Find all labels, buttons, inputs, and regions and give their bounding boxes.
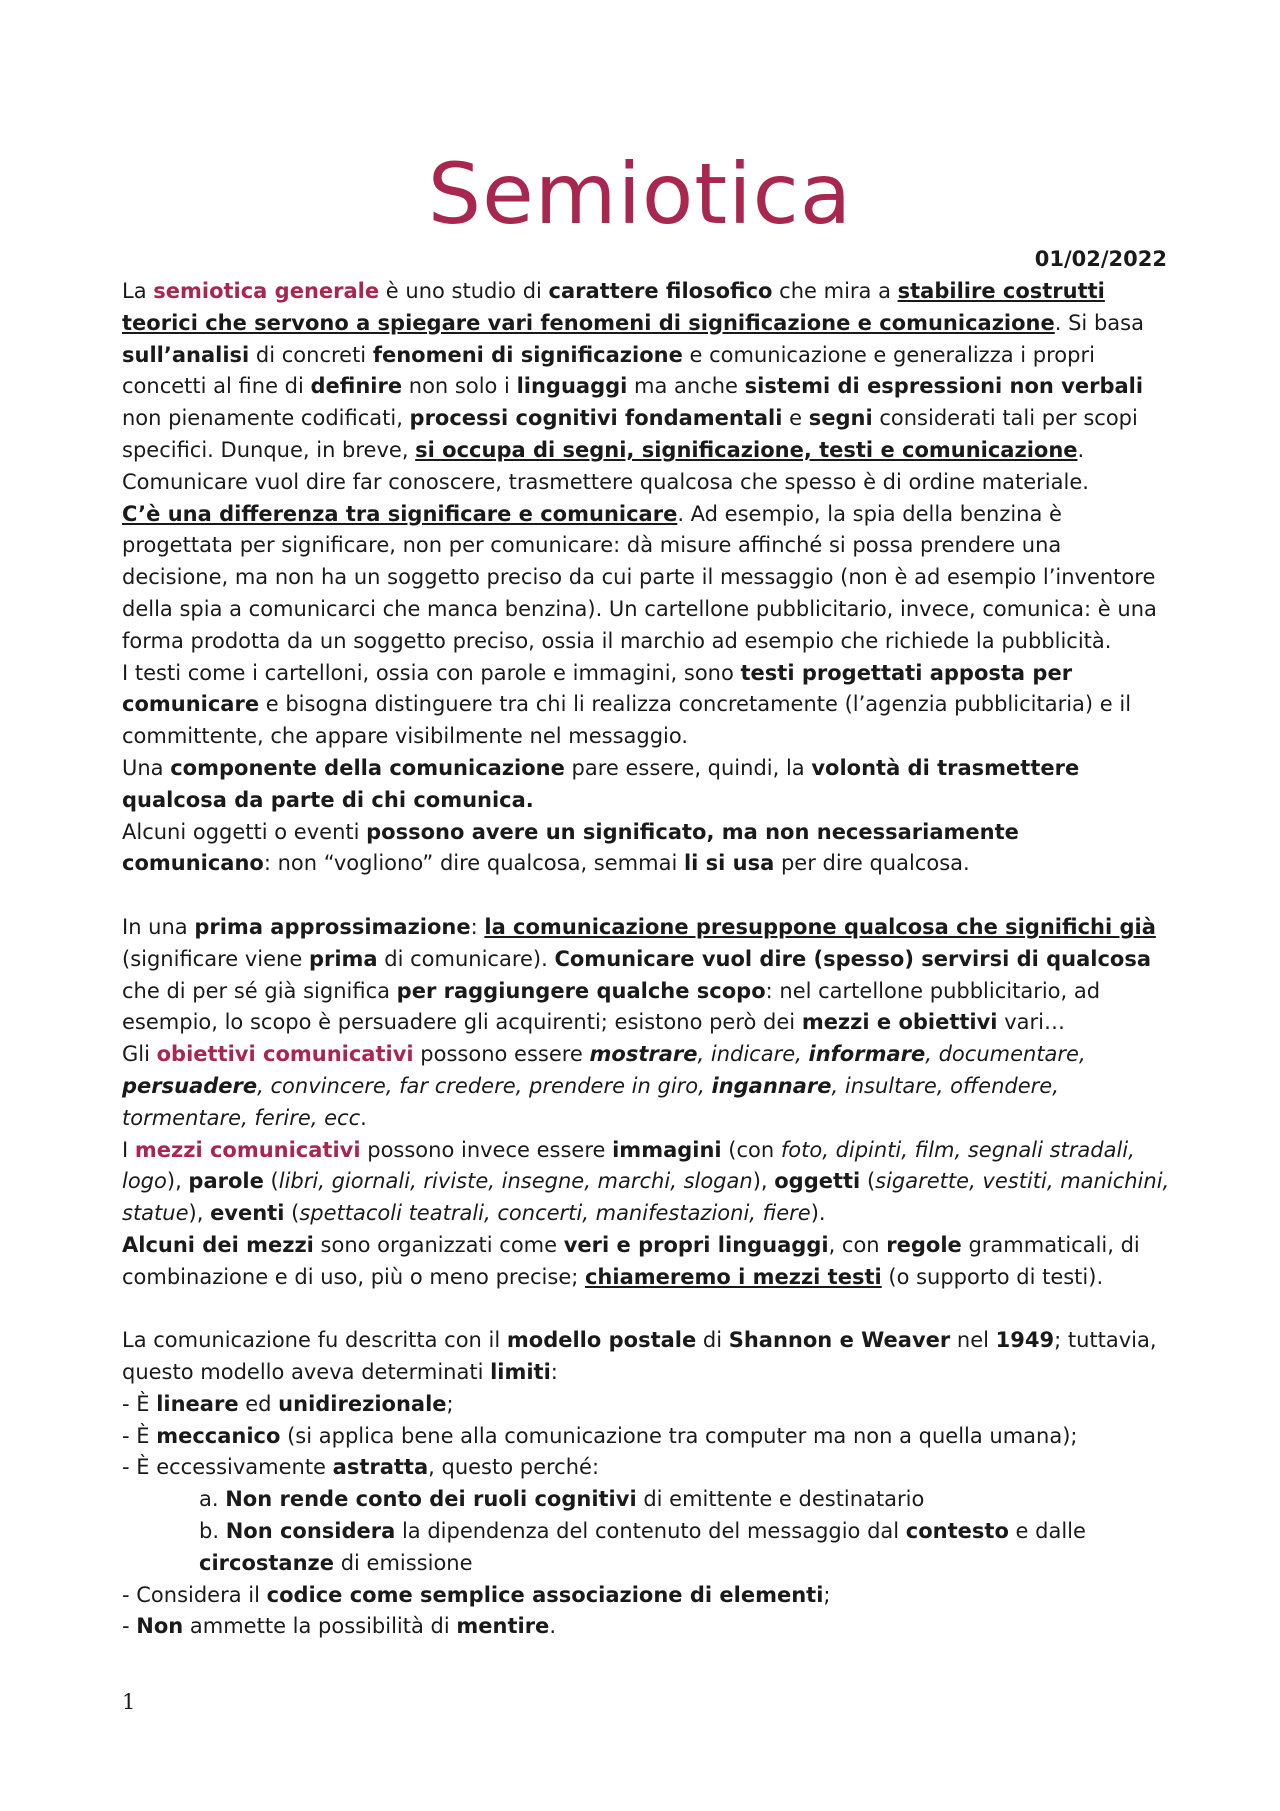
- bold-text: Alcuni dei mezzi: [122, 1232, 314, 1257]
- italic-text: ferire: [254, 1105, 311, 1130]
- bold-text: testi progettati apposta per comunicare: [122, 660, 1073, 717]
- bold-text: codice come semplice associazione di elementi: [266, 1582, 824, 1607]
- bold-text: astratta: [332, 1455, 429, 1480]
- text-span: (: [263, 1169, 279, 1194]
- text-span: (significare viene: [122, 946, 309, 971]
- text-span: ;: [823, 1582, 831, 1607]
- text-span: non pienamente codificati,: [122, 406, 410, 431]
- text-span: La comunicazione fu descritta con il: [122, 1328, 507, 1353]
- paragraph-testi: [122, 658, 1172, 753]
- text-span: e comunicazione e generalizza i propri concetti al fine di: [122, 342, 1095, 399]
- italic-text: ,: [310, 1105, 325, 1130]
- italic-text: spettacoli teatrali: [299, 1201, 485, 1226]
- sub-list-item: [122, 1516, 1172, 1580]
- text-span: ;: [446, 1391, 454, 1416]
- bold-text: sull’analisi: [122, 342, 250, 367]
- bold-text: contesto: [905, 1519, 1009, 1544]
- italic-text: logo: [122, 1169, 167, 1194]
- italic-text: foto: [780, 1137, 823, 1162]
- italic-text: sigarette: [875, 1169, 970, 1194]
- sub-list-item: [122, 1484, 1172, 1516]
- text-span: possono invece essere: [360, 1137, 613, 1162]
- text-span: , questo perché:: [428, 1455, 600, 1480]
- text-span: :: [550, 1360, 558, 1385]
- bold-italic-text: informare: [808, 1042, 926, 1067]
- list-item: [122, 1421, 1172, 1453]
- italic-text: ,: [795, 1042, 809, 1067]
- paragraph-mezzi: [122, 1135, 1172, 1230]
- text-span: - È: [122, 1423, 157, 1448]
- bold-text: circostanze: [199, 1550, 335, 1575]
- text-span: . Ad esempio, la spia della benzina è progettata per significare, non per comunicare: dà misure affinché si possa prendere una decisione, ma non ha un soggetto preciso da cui parte il messaggio (non è ad esempio l’inventore della spia a comunicarci che manca benzina). Un cartellone pubblicitario, invece, comunica: è una forma prodotta da un soggetto preciso, ossia il marchio ad esempio che richiede la pubblicità.: [122, 501, 1157, 653]
- bold-text: fenomeni di significazione: [372, 342, 683, 367]
- text-span: I testi come i cartelloni, ossia con parole e immagini, sono: [122, 660, 741, 685]
- italic-text: ,: [1128, 1137, 1135, 1162]
- italic-text: ,: [1078, 1042, 1086, 1067]
- text-span: , con: [828, 1232, 887, 1257]
- bold-text: Non rende conto dei ruoli cognitivi: [225, 1487, 637, 1512]
- bold-italic-text: ingannare: [711, 1073, 832, 1098]
- text-span: .: [1077, 437, 1085, 462]
- text-span: di comunicare).: [377, 946, 555, 971]
- bold-text: Comunicare vuol dire (spesso) servirsi di qualcosa: [554, 946, 1152, 971]
- bold-text: eventi: [210, 1201, 285, 1226]
- blank-line: [122, 1294, 1172, 1326]
- italic-text: ,: [488, 1169, 502, 1194]
- italic-text: ,: [936, 1073, 951, 1098]
- text-span: e bisogna distinguere tra chi li realizza concretamente (l’agenzia pubblicitaria) e il committente, che appare visibilmente nel messaggio.: [122, 692, 1132, 749]
- text-span: (con: [721, 1137, 781, 1162]
- text-span: vari…: [997, 1010, 1065, 1035]
- paragraph-oggetti-eventi: [122, 817, 1172, 881]
- bold-text: parole: [188, 1169, 264, 1194]
- bold-text: lineare: [156, 1391, 239, 1416]
- italic-text: indicare: [710, 1042, 796, 1067]
- bold-text: oggetti: [774, 1169, 861, 1194]
- bold-text: immagini: [612, 1137, 722, 1162]
- italic-text: documentare: [938, 1042, 1079, 1067]
- italic-text: giornali: [331, 1169, 411, 1194]
- text-span: (si applica bene alla comunicazione tra computer ma non a quella umana);: [280, 1423, 1078, 1448]
- bold-text: per raggiungere qualche scopo: [396, 978, 766, 1003]
- italic-text: ,: [831, 1073, 845, 1098]
- text-span: ma anche: [627, 374, 745, 399]
- text-span: non solo i: [402, 374, 517, 399]
- text-span: ),: [752, 1169, 775, 1194]
- italic-text: tormentare: [122, 1105, 242, 1130]
- italic-text: ,: [515, 1073, 529, 1098]
- text-span: ),: [166, 1169, 189, 1194]
- bold-text: possono avere un significato, ma non necessariamente comunicano: [122, 819, 1019, 876]
- underlined-text: C’è una differenza tra significare e comunicare: [122, 501, 678, 526]
- italic-text: libri: [278, 1169, 319, 1194]
- text-span: :: [470, 914, 485, 939]
- bold-text: veri e propri linguaggi: [563, 1232, 829, 1257]
- underlined-text: si occupa di segni, significazione, testi e comunicazione: [415, 437, 1078, 462]
- highlight-term: obiettivi comunicativi: [156, 1042, 414, 1067]
- text-span: ),: [188, 1201, 211, 1226]
- text-span: .: [549, 1614, 556, 1639]
- text-span: ).: [810, 1201, 826, 1226]
- text-span: considerati tali per scopi specifici. Dunque, in breve,: [122, 406, 1138, 462]
- underlined-text: stabilire costrutti teorici che servono a spiegare vari fenomeni di significazione e comunicazione: [122, 279, 1105, 335]
- bold-text: 1949: [995, 1328, 1055, 1353]
- paragraph-modello-postale: [122, 1325, 1172, 1389]
- italic-text: statue: [122, 1201, 189, 1226]
- italic-text: riviste: [423, 1169, 489, 1194]
- list-item: [122, 1389, 1172, 1421]
- paragraph-semiotica-definition: [122, 276, 1172, 467]
- text-span: di emissione: [334, 1550, 473, 1575]
- bold-text: segni: [808, 406, 873, 431]
- paragraph-linguaggi: [122, 1230, 1172, 1294]
- bold-text: linguaggi: [516, 374, 628, 399]
- italic-text: slogan: [683, 1169, 753, 1194]
- text-span: (o supporto di testi).: [881, 1264, 1104, 1289]
- bold-text: Non: [136, 1614, 184, 1639]
- italic-text: ,: [257, 1073, 271, 1098]
- text-span: : nel cartellone pubblicitario, ad esempio, lo scopo è persuadere gli acquirenti; esistono però dei: [122, 978, 1101, 1035]
- paragraph-obiettivi: [122, 1039, 1172, 1134]
- italic-text: ,: [969, 1169, 983, 1194]
- italic-text: concerti: [497, 1201, 583, 1226]
- document-date: 01/02/2022: [1034, 247, 1167, 271]
- text-span: di emittente e destinatario: [636, 1487, 925, 1512]
- bold-text: limiti: [490, 1360, 551, 1385]
- italic-text: ,: [584, 1169, 598, 1194]
- text-span: - È eccessivamente: [122, 1455, 333, 1480]
- italic-text: marchi: [597, 1169, 671, 1194]
- text-span: -: [122, 1614, 137, 1639]
- italic-text: ,: [749, 1201, 763, 1226]
- bold-text: prima approssimazione: [194, 914, 471, 939]
- paragraph-prima-approssimazione: [122, 912, 1172, 1039]
- italic-text: film: [914, 1137, 955, 1162]
- bold-text: Shannon e Weaver: [728, 1328, 951, 1353]
- bold-text: componente della comunicazione: [170, 755, 565, 780]
- italic-text: ,: [484, 1201, 498, 1226]
- italic-text: ,: [697, 1042, 711, 1067]
- bold-text: definire: [310, 374, 403, 399]
- text-span: nel: [950, 1328, 996, 1353]
- text-span: sono organizzati come: [313, 1232, 564, 1257]
- text-span: a.: [199, 1487, 226, 1512]
- bold-italic-text: mostrare: [589, 1042, 698, 1067]
- italic-text: dipinti: [835, 1137, 902, 1162]
- text-span: La: [122, 279, 154, 303]
- italic-text: insegne: [501, 1169, 585, 1194]
- italic-text: ,: [582, 1201, 596, 1226]
- highlight-term: semiotica generale: [153, 279, 380, 303]
- text-span: - È: [122, 1391, 157, 1416]
- text-span: In una: [122, 914, 195, 939]
- italic-text: ,: [925, 1042, 939, 1067]
- bold-text: Non considera: [225, 1519, 396, 1544]
- text-span: : non “vogliono” dire qualcosa, semmai: [263, 851, 684, 876]
- bold-italic-text: persuadere: [122, 1073, 258, 1098]
- italic-text: ,: [318, 1169, 332, 1194]
- text-span: di: [696, 1328, 729, 1353]
- text-span: Alcuni oggetti o eventi: [122, 819, 367, 844]
- text-span: - Considera il: [122, 1582, 267, 1607]
- bold-text: volontà di trasmettere qualcosa da parte di chi comunica.: [122, 755, 1080, 812]
- list-item: [122, 1611, 1172, 1643]
- text-span: Gli: [122, 1042, 157, 1067]
- italic-text: offendere: [950, 1073, 1053, 1098]
- italic-text: prendere in giro: [529, 1073, 699, 1098]
- text-span: per dire qualcosa.: [774, 851, 970, 876]
- text-span: . Si basa: [1054, 310, 1144, 335]
- italic-text: ,: [954, 1137, 968, 1162]
- bold-text: modello postale: [506, 1328, 697, 1353]
- text-span: è uno studio di: [379, 279, 549, 303]
- text-span: ; tuttavia, questo modello aveva determinati: [122, 1328, 1157, 1385]
- text-span: .: [360, 1105, 367, 1130]
- text-span: b.: [199, 1519, 226, 1544]
- text-span: di concreti: [249, 342, 373, 367]
- text-span: la dipendenza del contenuto del messaggio dal: [395, 1519, 906, 1544]
- bold-text: li si usa: [683, 851, 775, 876]
- italic-text: ,: [385, 1073, 400, 1098]
- text-span: ammette la possibilità di: [183, 1614, 457, 1639]
- text-span: e dalle: [1008, 1519, 1086, 1544]
- text-span: pare essere, quindi, la: [564, 755, 812, 780]
- italic-text: ,: [1052, 1073, 1059, 1098]
- italic-text: convincere: [270, 1073, 386, 1098]
- bold-text: carattere filosofico: [548, 279, 773, 303]
- text-span: che mira a: [772, 279, 898, 303]
- text-span: Una: [122, 755, 171, 780]
- italic-text: ,: [1046, 1169, 1061, 1194]
- text-span: che di per sé già significa: [122, 978, 397, 1003]
- bold-text: unidirezionale: [278, 1391, 447, 1416]
- italic-text: ,: [1162, 1169, 1170, 1194]
- document-body: [122, 276, 1172, 1643]
- italic-text: ,: [822, 1137, 836, 1162]
- text-span: I: [122, 1137, 135, 1162]
- text-span: (: [860, 1169, 876, 1194]
- text-span: e: [782, 406, 809, 431]
- text-span: grammaticali, di combinazione e di uso, più o meno precise;: [122, 1232, 1140, 1289]
- italic-text: ,: [241, 1105, 255, 1130]
- bold-text: processi cognitivi fondamentali: [409, 406, 783, 431]
- underlined-text: chiameremo i mezzi testi: [584, 1264, 882, 1289]
- bold-text: prima: [308, 946, 378, 971]
- list-item: [122, 1452, 1172, 1484]
- text-span: ed: [238, 1391, 279, 1416]
- bold-text: mezzi e obiettivi: [801, 1010, 998, 1035]
- highlight-term: mezzi comunicativi: [134, 1137, 361, 1162]
- blank-line: [122, 880, 1172, 912]
- text-span: Comunicare vuol dire far conoscere, trasmettere qualcosa che spesso è di ordine materiale.: [122, 469, 1089, 494]
- italic-text: ,: [670, 1169, 684, 1194]
- paragraph-comunicare: [122, 467, 1172, 499]
- italic-text: insultare: [844, 1073, 937, 1098]
- bold-text: mentire: [456, 1614, 550, 1639]
- paragraph-componente: [122, 753, 1172, 817]
- italic-text: segnali stradali: [967, 1137, 1129, 1162]
- paragraph-differenza: [122, 499, 1172, 658]
- bold-text: regole: [886, 1232, 962, 1257]
- list-item: [122, 1580, 1172, 1612]
- text-span: possono essere: [413, 1042, 590, 1067]
- italic-text: far credere: [399, 1073, 516, 1098]
- bold-text: sistemi di espressioni non verbali: [744, 374, 1144, 399]
- italic-text: manifestazioni: [595, 1201, 750, 1226]
- italic-text: manichini: [1060, 1169, 1163, 1194]
- text-span: (: [284, 1201, 300, 1226]
- italic-text: ,: [901, 1137, 915, 1162]
- italic-text: ,: [698, 1073, 712, 1098]
- italic-text: fiere: [762, 1201, 811, 1226]
- underlined-text: la comunicazione presuppone qualcosa che significhi già: [484, 914, 1156, 939]
- italic-text: vestiti: [982, 1169, 1047, 1194]
- italic-text: ,: [410, 1169, 424, 1194]
- page-number: 1: [122, 1690, 136, 1714]
- italic-text: ecc: [324, 1105, 361, 1130]
- bold-text: meccanico: [156, 1423, 281, 1448]
- page-title: Semiotica: [427, 145, 853, 243]
